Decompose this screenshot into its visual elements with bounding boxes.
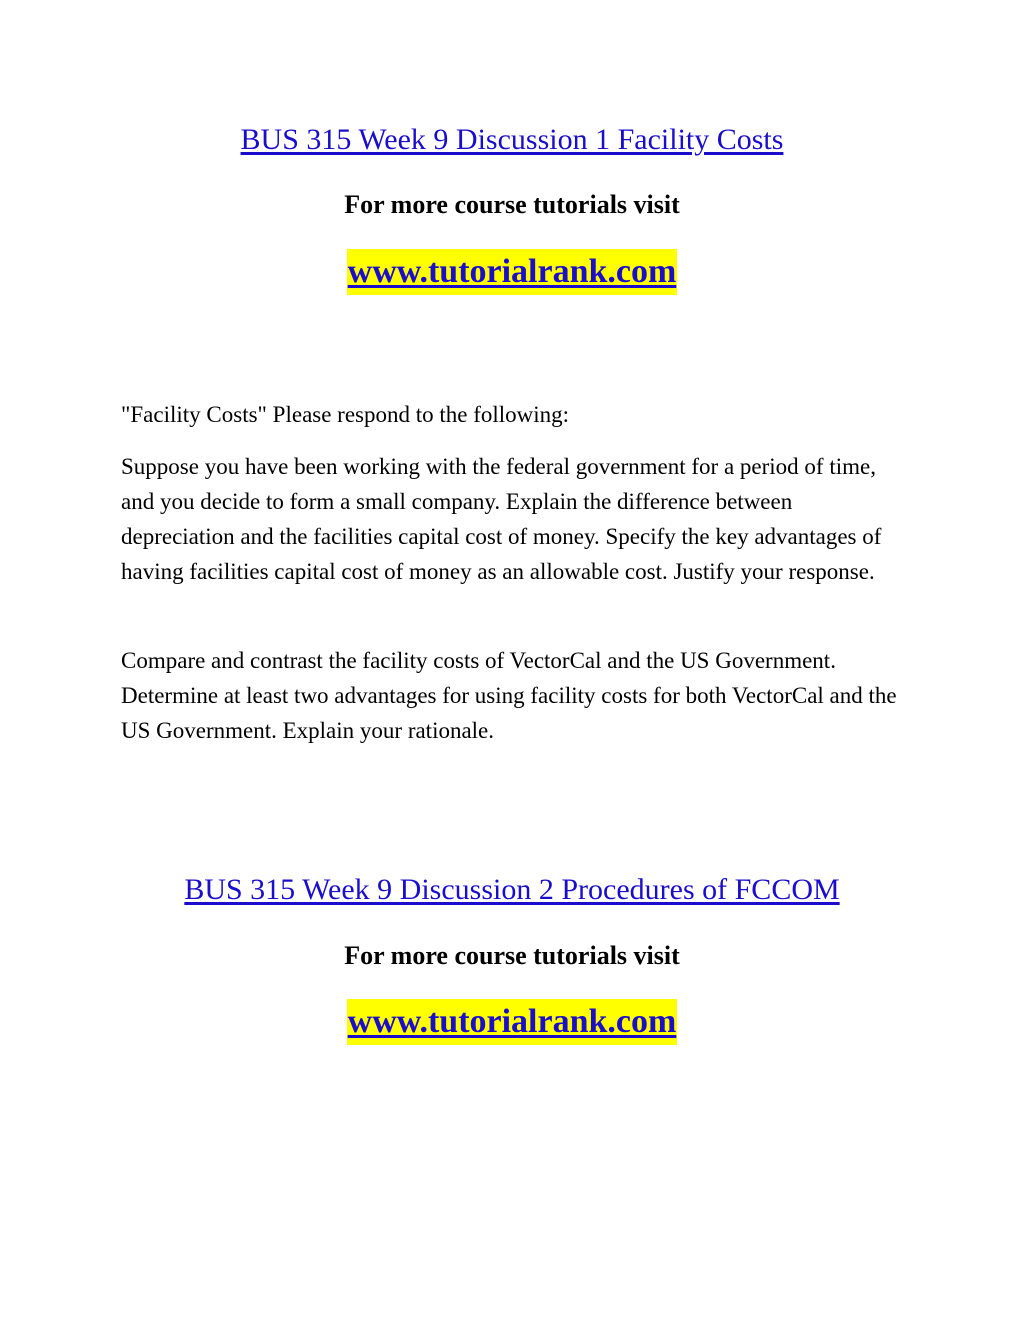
section2-heading-link[interactable]: BUS 315 Week 9 Discussion 2 Procedures of FCCOM [184,873,840,906]
section1-visit-text: For more course tutorials visit [344,190,680,219]
section2-url-link[interactable]: www.tutorialrank.com [347,999,678,1045]
section2-url-container [0,999,1024,1045]
section1-url-container [0,249,1024,295]
section1-prompt: "Facility Costs" Please respond to the following: [121,402,570,427]
section1-paragraph-2: Compare and contrast the facility costs of VectorCal and the US Government. Determine at least two advantages for using facility costs for both VectorCal and the US Government. Explain your rationale. [121,648,897,743]
section1-url-link[interactable]: www.tutorialrank.com [347,249,678,295]
section1-heading-link[interactable]: BUS 315 Week 9 Discussion 1 Facility Costs [240,123,784,156]
section2-visit-text: For more course tutorials visit [344,941,680,970]
section1-paragraph-1: Suppose you have been working with the federal government for a period of time, and you decide to form a small company. Explain the difference between depreciation and the facilities capital cost of money. Specify the key advantages of having facilities capital cost of money as an allowable cost. Justify your response. [121,454,882,584]
